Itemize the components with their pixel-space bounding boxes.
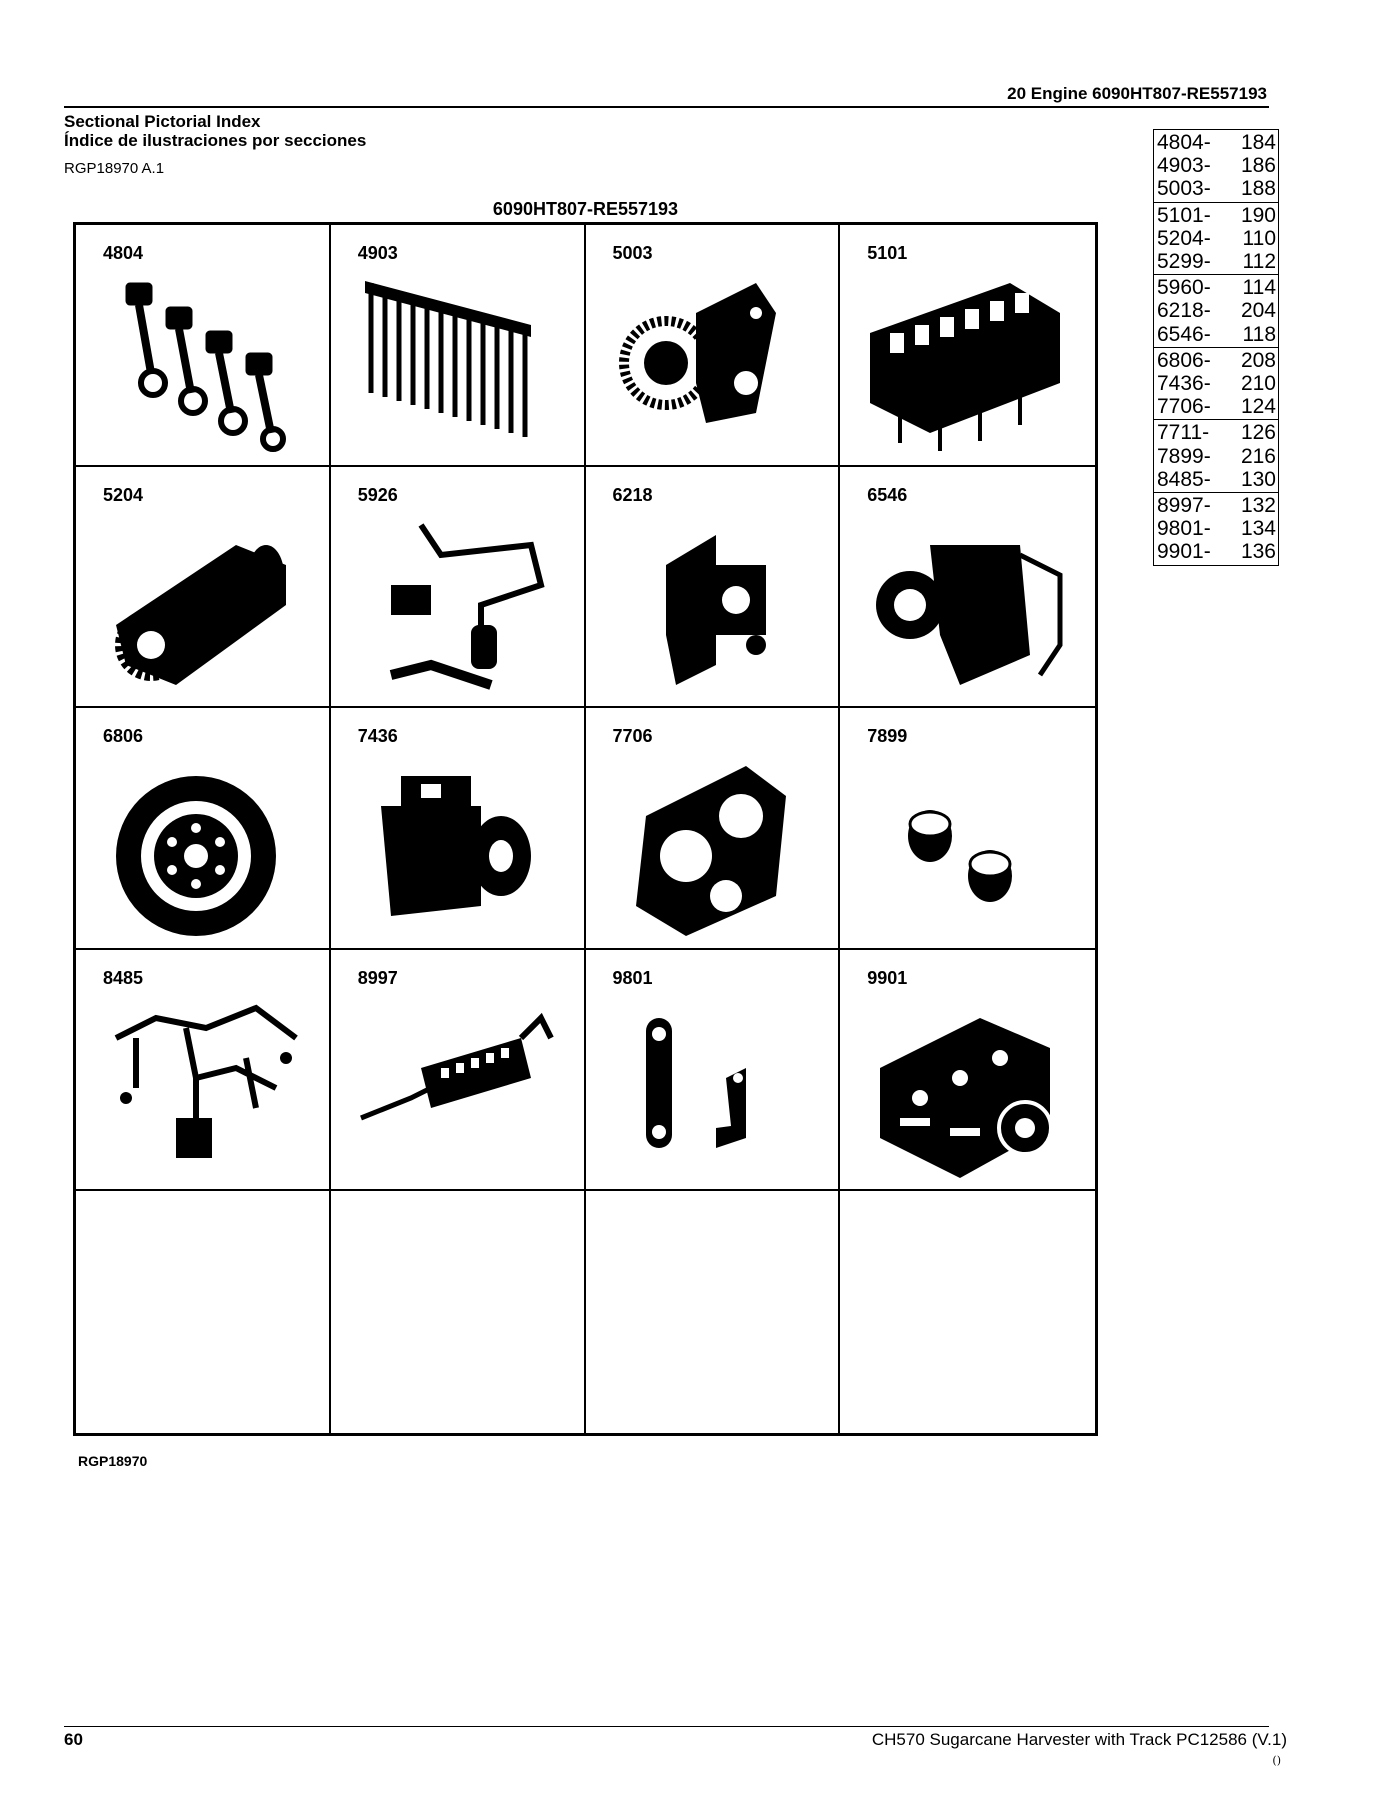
index-page: 124 — [1240, 395, 1276, 419]
index-row — [1157, 227, 1276, 250]
index-group — [1154, 493, 1278, 566]
pump-bracket-icon — [606, 515, 816, 695]
grid-cell-8997 — [331, 950, 586, 1192]
header-title: 20 Engine 6090HT807-RE557193 — [1007, 84, 1267, 103]
index-row — [1157, 276, 1276, 299]
grid-cell-label: 9901 — [867, 967, 908, 988]
index-code: 7711- — [1157, 421, 1210, 445]
fuel-lines-filter-icon — [351, 515, 561, 695]
index-code: 8485- — [1157, 467, 1211, 491]
grid-cell-label: 7899 — [867, 726, 908, 747]
index-row — [1157, 540, 1276, 563]
engine-assembly-icon — [860, 998, 1070, 1178]
grid-cell-9801 — [586, 950, 841, 1192]
grid-cell-5101 — [840, 225, 1095, 467]
index-code: 5101- — [1157, 203, 1211, 227]
index-row — [1157, 445, 1276, 468]
grid-cell-label: 9801 — [612, 967, 653, 988]
grid-cell-empty — [76, 1191, 331, 1433]
index-group — [1154, 348, 1278, 421]
index-page: 208 — [1240, 348, 1276, 372]
index-code: 4903- — [1157, 154, 1211, 178]
index-row — [1157, 154, 1276, 177]
index-row — [1157, 349, 1276, 372]
footer-page-number: 60 — [64, 1730, 83, 1749]
section-ref: RGP18970 A.1 — [64, 160, 165, 177]
grid-cell-4903 — [331, 225, 586, 467]
timing-cover-icon — [606, 756, 816, 936]
index-page: 114 — [1242, 276, 1276, 300]
grid-cell-label: 6218 — [612, 484, 653, 505]
grid-cell-label: 5926 — [357, 484, 398, 505]
gear-housing-icon — [606, 273, 816, 453]
grid-cell-label: 7436 — [357, 726, 398, 747]
grid-cell-label: 6806 — [103, 726, 144, 747]
index-row — [1157, 204, 1276, 227]
fuel-pump-drive-icon — [96, 515, 306, 695]
index-code: 5204- — [1157, 226, 1211, 250]
index-page: 136 — [1240, 540, 1276, 564]
index-row — [1157, 131, 1276, 154]
index-code: 7436- — [1157, 372, 1211, 396]
index-page: 112 — [1242, 250, 1276, 274]
section-title-es: Índice de ilustraciones por secciones — [64, 131, 367, 150]
index-code: 5960- — [1157, 276, 1211, 300]
grid-cell-5926 — [331, 467, 586, 709]
index-row — [1157, 372, 1276, 395]
index-page: 186 — [1240, 154, 1276, 178]
pistons-connecting-rods-icon — [96, 273, 306, 453]
index-group — [1154, 130, 1278, 203]
grid-cell-label: 4804 — [103, 243, 144, 263]
grid-title: 6090HT807-RE557193 — [492, 199, 679, 219]
index-code: 6546- — [1157, 322, 1211, 346]
header-rule — [64, 106, 1269, 108]
grid-cell-4804 — [76, 225, 331, 467]
grid-cell-5204 — [76, 467, 331, 709]
index-code: 7899- — [1157, 444, 1211, 468]
cylinder-head-icon — [860, 273, 1070, 453]
grid-cell-6806 — [76, 708, 331, 950]
index-page: 190 — [1240, 203, 1276, 227]
index-row — [1157, 177, 1276, 200]
index-page: 188 — [1240, 177, 1276, 201]
grid-cell-label: 7706 — [612, 726, 653, 747]
push-rods-rocker-arms-icon — [351, 273, 561, 453]
footer-doc-title: CH570 Sugarcane Harvester with Track PC12586 (V.1) — [871, 1730, 1287, 1749]
index-page: 184 — [1240, 131, 1276, 154]
alternator-icon — [351, 756, 561, 936]
index-code: 9801- — [1157, 517, 1211, 541]
grid-cell-label: 5101 — [867, 243, 908, 263]
grid-cell-5003 — [586, 225, 841, 467]
bushings-icon — [860, 756, 1070, 936]
index-row — [1157, 395, 1276, 418]
grid-cell-label: 8485 — [103, 967, 144, 988]
pictorial-grid — [73, 222, 1098, 1436]
grid-cell-empty — [331, 1191, 586, 1433]
grid-cell-9901 — [840, 950, 1095, 1192]
grid-cell-label: 8997 — [357, 967, 398, 988]
index-group — [1154, 420, 1278, 493]
index-code: 6218- — [1157, 299, 1211, 323]
turbocharger-icon — [860, 515, 1070, 695]
section-title-en: Sectional Pictorial Index — [64, 112, 261, 131]
page-index — [1153, 129, 1279, 566]
grid-cell-7706 — [586, 708, 841, 950]
index-group — [1154, 275, 1278, 348]
index-page: 216 — [1240, 444, 1276, 468]
index-page: 126 — [1240, 421, 1276, 445]
index-code: 7706- — [1157, 395, 1211, 419]
index-code: 8997- — [1157, 494, 1211, 518]
grid-cell-label: 4903 — [357, 243, 398, 263]
grid-cell-label: 6546 — [867, 484, 908, 505]
index-row — [1157, 421, 1276, 444]
index-row — [1157, 468, 1276, 491]
index-code: 9901- — [1157, 540, 1211, 564]
grid-cell-label: 5003 — [612, 243, 653, 263]
grid-cell-empty — [840, 1191, 1095, 1433]
grid-cell-empty — [586, 1191, 841, 1433]
index-page: 132 — [1240, 494, 1276, 518]
index-page: 118 — [1242, 322, 1276, 346]
grid-cell-6218 — [586, 467, 841, 709]
grid-cell-8485 — [76, 950, 331, 1192]
section-title — [64, 112, 366, 150]
index-row — [1157, 323, 1276, 346]
index-row — [1157, 299, 1276, 322]
lifting-straps-icon — [606, 998, 816, 1178]
sensor-harness-icon — [351, 998, 561, 1178]
wiring-harness-icon — [96, 998, 306, 1178]
index-page: 130 — [1240, 467, 1276, 491]
figure-ref: RGP18970 — [78, 1453, 148, 1469]
index-page: 204 — [1240, 299, 1276, 323]
footer-small: () — [1272, 1754, 1281, 1767]
grid-cell-6546 — [840, 467, 1095, 709]
index-page: 210 — [1240, 372, 1276, 396]
index-page: 134 — [1240, 517, 1276, 541]
index-page: 110 — [1242, 226, 1276, 250]
index-code: 4804- — [1157, 131, 1211, 154]
damper-pulley-icon — [96, 756, 306, 936]
index-group — [1154, 203, 1278, 276]
grid-cell-7899 — [840, 708, 1095, 950]
index-code: 5299- — [1157, 250, 1211, 274]
grid-cell-7436 — [331, 708, 586, 950]
index-row — [1157, 250, 1276, 273]
index-code: 5003- — [1157, 177, 1211, 201]
index-code: 6806- — [1157, 348, 1211, 372]
index-row — [1157, 517, 1276, 540]
index-row — [1157, 494, 1276, 517]
footer-rule — [64, 1726, 1269, 1727]
grid-cell-label: 5204 — [103, 484, 144, 505]
